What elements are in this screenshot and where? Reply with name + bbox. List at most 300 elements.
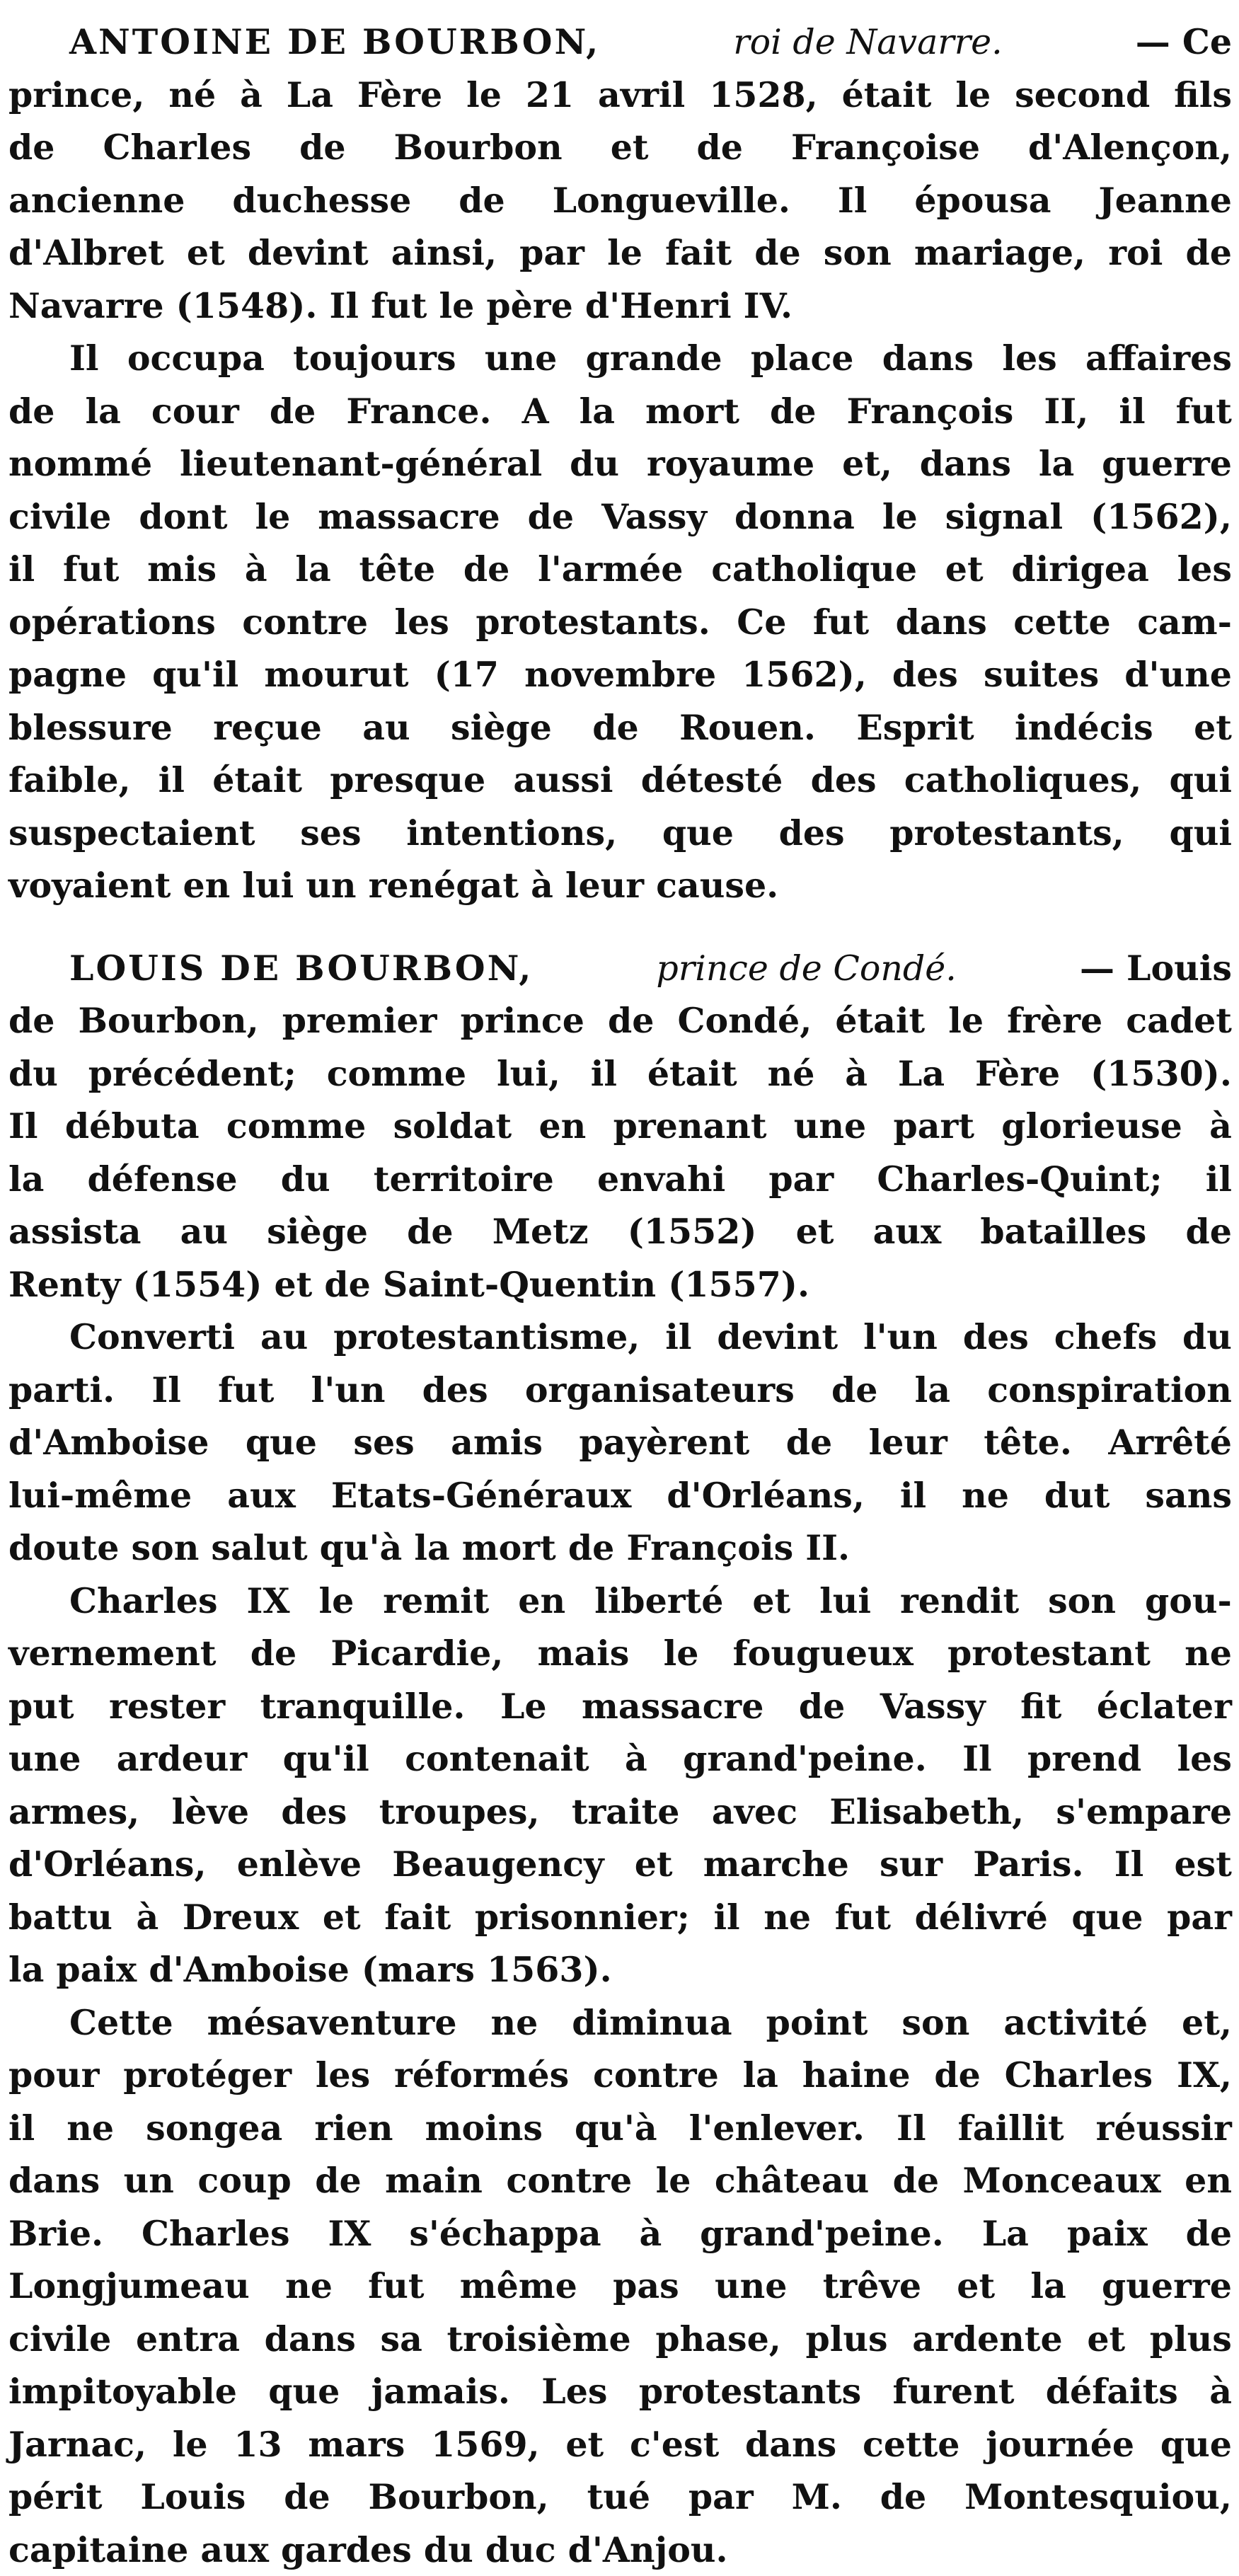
text-line xyxy=(8,1732,1232,1786)
word: rester xyxy=(109,1680,225,1733)
word: rien xyxy=(314,2102,393,2155)
word: et, xyxy=(842,437,892,490)
word: de xyxy=(1186,2207,1232,2260)
word: mais xyxy=(538,1627,630,1680)
word: que xyxy=(662,807,734,860)
word: lui, xyxy=(497,1047,560,1100)
word: amis xyxy=(451,1416,543,1469)
word: l'armée xyxy=(538,543,683,596)
word: ardeur xyxy=(117,1732,247,1786)
word: à xyxy=(625,1732,647,1786)
word: nommé xyxy=(8,437,152,490)
word: ne xyxy=(1185,1627,1232,1680)
word: que xyxy=(1160,2418,1232,2471)
word: prince xyxy=(461,994,584,1047)
word: éclater xyxy=(1097,1680,1232,1733)
word: de xyxy=(770,385,816,438)
word: gou- xyxy=(1145,1575,1232,1628)
word: Charles xyxy=(69,1575,218,1628)
word: Montesquiou, xyxy=(964,2471,1232,2524)
word: et xyxy=(796,1205,834,1258)
text-line xyxy=(8,1100,1232,1153)
paragraph xyxy=(8,1575,1232,1996)
word: du xyxy=(1182,1311,1232,1364)
word: mis xyxy=(147,543,217,596)
word: glorieuse xyxy=(1001,1100,1182,1153)
word: de xyxy=(786,1416,832,1469)
word: château xyxy=(715,2154,869,2207)
word: protestants xyxy=(639,2365,861,2418)
word: d'Orléans, xyxy=(667,1469,865,1522)
word: de xyxy=(754,226,800,280)
word: la xyxy=(85,385,120,438)
text-line xyxy=(8,754,1232,807)
word: le xyxy=(173,2418,208,2471)
word: fait xyxy=(665,226,732,280)
text-line xyxy=(8,1205,1232,1258)
word: il xyxy=(713,1891,739,1944)
text-line xyxy=(8,596,1232,649)
word: mésaventure xyxy=(207,1996,457,2049)
text-line xyxy=(8,1311,1232,1364)
word: leur xyxy=(869,1416,947,1469)
word: Converti xyxy=(69,1311,235,1364)
text-line xyxy=(8,1838,1232,1891)
word: en xyxy=(1185,2154,1232,2207)
word: phase, xyxy=(655,2313,780,2366)
word: des xyxy=(779,807,845,860)
text-line xyxy=(8,332,1232,385)
word: faillit xyxy=(958,2102,1064,2155)
word: Il xyxy=(838,174,868,227)
word: pas xyxy=(613,2260,679,2313)
word: premier xyxy=(282,994,437,1047)
word: envahi xyxy=(597,1153,725,1206)
word: fut xyxy=(218,1364,274,1417)
word: frère xyxy=(1007,994,1102,1047)
word: dans xyxy=(265,2313,356,2366)
word: troisième xyxy=(447,2313,631,2366)
word: cam- xyxy=(1137,596,1232,649)
word: de xyxy=(407,1205,453,1258)
word: de xyxy=(934,2049,980,2102)
word: ne xyxy=(962,1469,1009,1522)
word: avril xyxy=(598,69,685,122)
word: et xyxy=(635,1838,673,1891)
line-text: capitaine aux gardes du duc d'Anjou. xyxy=(8,2524,728,2576)
word: prend xyxy=(1027,1732,1141,1786)
word: activité xyxy=(1003,1996,1148,2049)
word: il xyxy=(1206,1153,1232,1206)
word: à xyxy=(137,1891,159,1944)
word: débuta xyxy=(65,1100,200,1153)
word: c'est xyxy=(630,2418,719,2471)
word: détesté xyxy=(641,754,783,807)
text-line xyxy=(8,174,1232,227)
text-line xyxy=(8,1258,1232,1311)
word: Il xyxy=(1114,1838,1144,1891)
word: de xyxy=(8,994,54,1047)
word: vernement xyxy=(8,1627,217,1680)
word: protestantisme, xyxy=(333,1311,640,1364)
word: le xyxy=(882,490,918,544)
word: tranquille. xyxy=(260,1680,466,1733)
word: comme xyxy=(327,1047,466,1100)
word: une xyxy=(715,2260,787,2313)
text-line xyxy=(8,1416,1232,1469)
word: son xyxy=(1048,1575,1116,1628)
word: (1562), xyxy=(1090,490,1232,544)
word: Il xyxy=(897,2102,926,2155)
word: en xyxy=(518,1575,565,1628)
word: dans xyxy=(920,437,1011,490)
word: dirigea xyxy=(1011,543,1149,596)
text-line xyxy=(8,2207,1232,2260)
word: le xyxy=(466,69,502,122)
word: journée xyxy=(986,2418,1134,2471)
word: Longueville. xyxy=(553,174,790,227)
word: point xyxy=(766,1996,868,2049)
word: remit xyxy=(383,1575,489,1628)
word: II, xyxy=(1044,385,1088,438)
word: et xyxy=(957,2260,995,2313)
word: aux xyxy=(873,1205,942,1258)
word: IX xyxy=(328,2207,371,2260)
word: marche xyxy=(703,1838,849,1891)
word: comme xyxy=(226,1100,366,1153)
word: ne xyxy=(67,2102,114,2155)
word: né xyxy=(768,1047,815,1100)
word: à xyxy=(1209,1100,1232,1153)
word: le xyxy=(948,994,984,1047)
word: il xyxy=(591,1047,617,1100)
word: mort xyxy=(645,385,739,438)
word: enlève xyxy=(237,1838,362,1891)
word: tête xyxy=(359,543,436,596)
word: traite xyxy=(572,1786,680,1839)
word: réformés xyxy=(394,2049,569,2102)
text-line xyxy=(8,1153,1232,1206)
word: lui xyxy=(819,1575,871,1628)
word: défaits xyxy=(1046,2365,1178,2418)
word: liberté xyxy=(594,1575,723,1628)
text-line xyxy=(8,226,1232,280)
word: IX xyxy=(247,1575,290,1628)
text-line xyxy=(8,2260,1232,2313)
word: Picardie, xyxy=(330,1627,503,1680)
entry-heading-tail: — Ce xyxy=(1136,16,1232,69)
word: François xyxy=(847,385,1014,438)
word: l'enlever. xyxy=(689,2102,865,2155)
word: à xyxy=(240,69,263,122)
word: le xyxy=(607,226,642,280)
word: rendit xyxy=(900,1575,1019,1628)
word: les xyxy=(1002,332,1056,385)
word: contre xyxy=(242,596,368,649)
word: catholiques, xyxy=(904,754,1141,807)
word: de xyxy=(528,490,574,544)
word: par xyxy=(1167,1891,1232,1944)
word: était xyxy=(842,69,932,122)
word: la xyxy=(915,1364,950,1417)
text-line xyxy=(8,2102,1232,2155)
word: une xyxy=(794,1100,866,1153)
word: il xyxy=(8,2102,35,2155)
text-line xyxy=(8,1891,1232,1944)
word: Brie. xyxy=(8,2207,103,2260)
word: de xyxy=(284,2471,330,2524)
word: Le xyxy=(500,1680,547,1733)
word: l'un xyxy=(311,1364,386,1417)
word: trêve xyxy=(823,2260,921,2313)
word: de xyxy=(250,1627,296,1680)
word: de xyxy=(8,121,54,174)
word: protéger xyxy=(123,2049,292,2102)
word: batailles xyxy=(980,1205,1146,1258)
line-text: Navarre (1548). Il fut le père d'Henri IV. xyxy=(8,280,793,333)
biography-entry xyxy=(8,16,1232,912)
word: haine xyxy=(802,2049,911,2102)
word: Arrêté xyxy=(1108,1416,1232,1469)
word: guerre xyxy=(1102,437,1232,490)
word: d'Albret xyxy=(8,226,164,280)
word: part xyxy=(894,1100,974,1153)
word: entra xyxy=(136,2313,240,2366)
word: ne xyxy=(285,2260,333,2313)
word: soldat xyxy=(393,1100,512,1153)
word: occupa xyxy=(127,332,265,385)
entry-separator xyxy=(8,912,1232,942)
word: était xyxy=(835,994,925,1047)
line-text: doute son salut qu'à la mort de François II. xyxy=(8,1522,850,1575)
text-line xyxy=(8,490,1232,544)
word: place xyxy=(751,332,854,385)
word: cadet xyxy=(1126,994,1232,1047)
word: et, xyxy=(1182,1996,1232,2049)
word: Il xyxy=(8,1100,38,1153)
word: cette xyxy=(1013,596,1110,649)
word: ne xyxy=(490,1996,538,2049)
text-line xyxy=(8,2471,1232,2524)
word: Beaugency xyxy=(392,1838,604,1891)
word: fait xyxy=(384,1891,451,1944)
text-line xyxy=(8,1786,1232,1839)
word: d'Amboise xyxy=(8,1416,209,1469)
word: ses xyxy=(353,1416,414,1469)
word: Louis xyxy=(140,2471,246,2524)
word: faible, xyxy=(8,754,131,807)
word: massacre xyxy=(318,490,500,544)
word: de xyxy=(608,994,654,1047)
word: Les xyxy=(541,2365,607,2418)
word: la xyxy=(295,543,330,596)
word: 21 xyxy=(526,69,574,122)
word: massacre xyxy=(582,1680,763,1733)
word: contre xyxy=(593,2049,719,2102)
word: pagne xyxy=(8,648,127,701)
paragraph xyxy=(8,1311,1232,1575)
word: la xyxy=(1030,2260,1066,2313)
word: de xyxy=(893,2154,939,2207)
text-line xyxy=(8,648,1232,701)
word: Elisabeth, xyxy=(829,1786,1024,1839)
word: protestants. xyxy=(476,596,710,649)
text-line xyxy=(8,1047,1232,1100)
word: du xyxy=(8,1047,58,1100)
word: délivré xyxy=(915,1891,1048,1944)
word: conspiration xyxy=(987,1364,1232,1417)
text-line xyxy=(8,807,1232,860)
word: Fère xyxy=(357,69,442,122)
entry-name: LOUIS DE BOURBON, xyxy=(69,942,533,995)
word: de xyxy=(799,1680,845,1733)
word: qui xyxy=(1169,807,1232,860)
word: Ce xyxy=(737,596,786,649)
word: qu'à xyxy=(575,2102,657,2155)
word: au xyxy=(180,1205,228,1258)
word: à xyxy=(845,1047,868,1100)
word: au xyxy=(260,1311,308,1364)
word: et xyxy=(752,1575,790,1628)
word: par xyxy=(688,2471,754,2524)
word: protestant xyxy=(947,1627,1151,1680)
text-line xyxy=(8,121,1232,174)
entry-heading xyxy=(8,942,1232,995)
text-line xyxy=(8,2365,1232,2418)
paragraph xyxy=(8,994,1232,1311)
word: Monceaux xyxy=(963,2154,1161,2207)
word: Cette xyxy=(69,1996,173,2049)
word: Vassy xyxy=(880,1680,986,1733)
word: dans xyxy=(896,596,987,649)
word: M. xyxy=(792,2471,842,2524)
word: toujours xyxy=(293,332,456,385)
word: et xyxy=(611,121,649,174)
word: Longjumeau xyxy=(8,2260,250,2313)
word: dans xyxy=(745,2418,836,2471)
word: cour xyxy=(151,385,239,438)
word: en xyxy=(538,1100,586,1153)
word: A xyxy=(522,385,549,438)
word: de xyxy=(8,385,54,438)
word: opérations xyxy=(8,596,216,649)
word: mars xyxy=(308,2418,405,2471)
text-line xyxy=(8,1522,1232,1575)
word: indécis xyxy=(1015,701,1153,754)
word: le xyxy=(656,2154,691,2207)
word: des xyxy=(963,1311,1029,1364)
word: d'Orléans, xyxy=(8,1838,207,1891)
word: par xyxy=(519,226,584,280)
word: donna xyxy=(734,490,855,544)
word: dans xyxy=(8,2154,100,2207)
word: l'un xyxy=(863,1311,938,1364)
word: le xyxy=(255,490,291,544)
word: Dreux xyxy=(183,1891,299,1944)
word: d'une xyxy=(1124,648,1232,701)
word: reçue xyxy=(213,701,322,754)
word: il xyxy=(900,1469,926,1522)
word: les xyxy=(1177,543,1232,596)
entry-name: ANTOINE DE BOURBON, xyxy=(69,16,600,69)
word: 1562), xyxy=(742,648,867,701)
entry-title: roi de Navarre. xyxy=(733,16,1003,69)
word: les xyxy=(1177,1732,1232,1786)
word: prince, xyxy=(8,69,144,122)
word: siège xyxy=(451,701,552,754)
word: Il xyxy=(69,332,99,385)
text-line xyxy=(8,2524,1232,2576)
word: Bourbon, xyxy=(369,2471,549,2524)
word: la xyxy=(743,2049,778,2102)
word: ancienne xyxy=(8,174,185,227)
word: même xyxy=(460,2260,577,2313)
word: était xyxy=(212,754,302,807)
word: Condé, xyxy=(677,994,812,1047)
text-line xyxy=(8,1996,1232,2049)
word: organisateurs xyxy=(525,1364,795,1417)
word: Paris. xyxy=(973,1838,1083,1891)
word: des xyxy=(422,1364,488,1417)
word: tué xyxy=(587,2471,650,2524)
word: moins xyxy=(425,2102,543,2155)
word: siège xyxy=(267,1205,368,1258)
word: Rouen. xyxy=(679,701,816,754)
word: armes, xyxy=(8,1786,139,1839)
word: Metz xyxy=(492,1205,589,1258)
word: à xyxy=(245,543,267,596)
word: roi xyxy=(1108,226,1163,280)
word: protestants, xyxy=(889,807,1124,860)
word: Bourbon xyxy=(394,121,563,174)
word: La xyxy=(287,69,333,122)
word: que xyxy=(1071,1891,1143,1944)
word: et xyxy=(187,226,225,280)
line-text: voyaient en lui un renégat à leur cause. xyxy=(8,859,778,912)
word: La xyxy=(982,2207,1029,2260)
word: dans xyxy=(882,332,974,385)
word: les xyxy=(394,596,449,649)
word: Etats-Généraux xyxy=(331,1469,632,1522)
word: guerre xyxy=(1102,2260,1232,2313)
word: duchesse xyxy=(232,174,411,227)
text-line xyxy=(8,280,1232,333)
word: fut xyxy=(63,543,119,596)
word: affaires xyxy=(1085,332,1232,385)
paragraph xyxy=(8,69,1232,333)
word: que xyxy=(246,1416,317,1469)
word: de xyxy=(592,701,638,754)
word: ses xyxy=(300,807,361,860)
word: de xyxy=(459,174,505,227)
word: de xyxy=(299,121,345,174)
word: Il xyxy=(962,1732,992,1786)
word: troupes, xyxy=(379,1786,540,1839)
text-line xyxy=(8,859,1232,912)
word: chefs xyxy=(1054,1311,1157,1364)
word: s'échappa xyxy=(409,2207,601,2260)
word: du xyxy=(281,1153,330,1206)
word: devint xyxy=(717,1311,838,1364)
word: périt xyxy=(8,2471,103,2524)
word: de xyxy=(831,1364,877,1417)
word: de xyxy=(1185,1205,1231,1258)
text-line xyxy=(8,2313,1232,2366)
word: fougueux xyxy=(733,1627,914,1680)
word: et xyxy=(1194,701,1232,754)
word: défense xyxy=(88,1153,238,1206)
word: fit xyxy=(1020,1680,1061,1733)
